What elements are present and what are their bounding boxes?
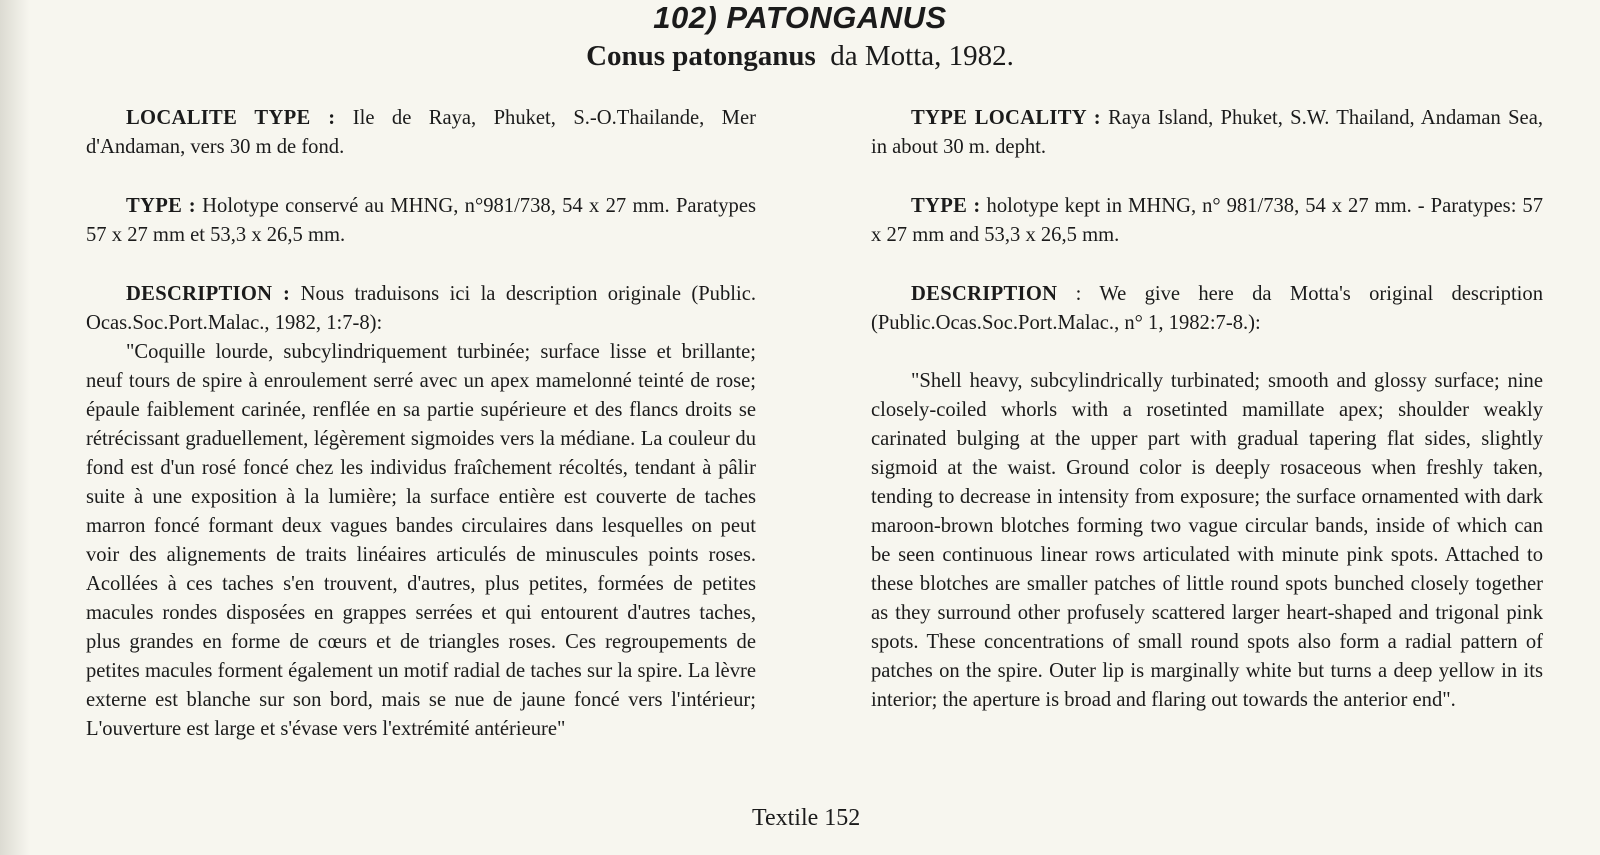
fr-description-paragraph bbox=[86, 280, 756, 338]
fr-description-intro: Nous traduisons ici la description originale (Public. Ocas.Soc.Port.Malac., 1982, 1:7-8): bbox=[86, 283, 757, 334]
fr-description-label: DESCRIPTION : bbox=[126, 283, 291, 305]
fr-locality-label: LOCALITE TYPE : bbox=[126, 107, 336, 129]
en-description-paragraph bbox=[871, 280, 1543, 338]
en-locality-paragraph bbox=[871, 104, 1543, 162]
en-locality-text: Raya Island, Phuket, S.W. Thailand, Andaman Sea, in about 30 m. depht. bbox=[871, 107, 1543, 158]
french-column bbox=[86, 104, 756, 744]
en-description-quote: "Shell heavy, subcylindrically turbinated; smooth and glossy surface; nine closely-coiled whorls with a rosetinted mamillate apex; shoulder weakly carinated bulging at the upper part with gradual tapering flat sides, slightly sigmoid at the waist. Ground color is deeply rosaceous when freshly taken, tending to decrease in intensity from exposure; the surface ornamented with dark maroon-brown blotches forming two vague circular bands, inside of which can be seen continuous linear rows articulated with minute pink spots. Attached to these blotches are smaller patches of little round spots bunched closely together as they surround other profusely scattered larger heart-shaped and trigonal pink spots. These concentrations of small round spots also form a radial pattern of patches on the spire. Outer lip is marginally white but turns a deep yellow in its interior; the aperture is broad and flaring out towards the anterior end". bbox=[871, 370, 1543, 711]
species-author: da Motta, 1982. bbox=[830, 40, 1014, 72]
fr-description-quote: "Coquille lourde, subcylindriquement turbinée; surface lisse et brillante; neuf tours de spire à enroulement serré avec un apex mamelonné teinté de rose; épaule faiblement carinée, renflée en sa partie supérieure et des flancs droits se rétrécissant graduellement, légèrement sigmoides vers la médiane. La couleur du fond est d'un rosé foncé chez les individus fraîchement récoltés, tendant à pâlir suite à une exposition à la lumière; la surface entière est couverte de taches marron foncé formant deux vagues bandes circulaires dans lesquelles on peut voir des alignements de traits linéaires articulés de minuscules points roses. Acollées à ces taches s'en trouvent, d'autres, plus petites, formées de petites macules rondes disposées en grappes serrées et qui entourent d'autres taches, plus grandes en forme de cœurs et de triangles roses. Ces regroupements de petites macules forment également un motif radial de taches sur la spire. La lèvre externe est blanche sur son bord, mais se nue de jaune foncé vers l'intérieur; L'ouverture est large et s'évase vers l'extrémité antérieure" bbox=[86, 341, 756, 740]
en-locality-label: TYPE LOCALITY : bbox=[911, 107, 1101, 129]
en-type-label: TYPE : bbox=[911, 195, 981, 217]
fr-type-paragraph bbox=[86, 192, 756, 250]
species-name: Conus patonganus bbox=[586, 40, 816, 72]
fr-type-label: TYPE : bbox=[126, 195, 196, 217]
species-subtitle bbox=[0, 40, 1600, 73]
fr-type-text: Holotype conservé au MHNG, n°981/738, 54 x 27 mm. Paratypes 57 x 27 mm et 53,3 x 26,5 mm. bbox=[86, 195, 757, 246]
page-title: 102) PATONGANUS bbox=[653, 0, 947, 35]
en-type-text: holotype kept in MHNG, n° 981/738, 54 x 27 mm. - Paratypes: 57 x 27 mm and 53,3 x 26,5 mm. bbox=[871, 195, 1543, 246]
en-description-label: DESCRIPTION bbox=[911, 283, 1058, 305]
en-description-intro: : We give here da Motta's original description (Public.Ocas.Soc.Port.Malac., n° 1, 1982:7-8.): bbox=[871, 283, 1543, 334]
page-edge-shadow bbox=[0, 0, 30, 855]
en-type-paragraph bbox=[871, 192, 1543, 250]
fr-locality-paragraph bbox=[86, 104, 756, 162]
english-column bbox=[871, 104, 1543, 715]
fr-locality-text: Ile de Raya, Phuket, S.-O.Thailande, Mer d'Andaman, vers 30 m de fond. bbox=[86, 107, 756, 158]
page-footer: Textile 152 bbox=[752, 805, 861, 831]
